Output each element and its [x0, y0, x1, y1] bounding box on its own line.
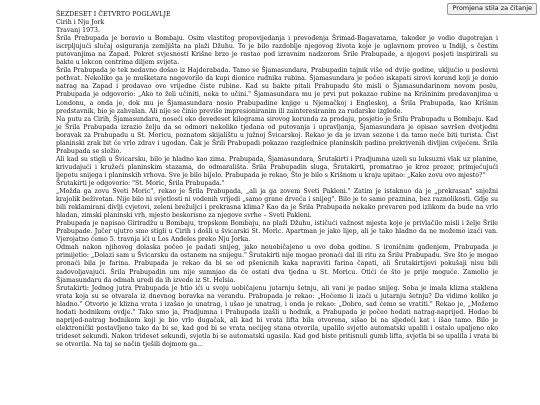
paragraph: Šrutakirti je odgovorio: "St. Moric, Šrila Prabupada." [56, 179, 225, 187]
paragraph: Prabupada je napisao Giriradžu u Bombaju, tropskom Bombaju, na plaži Džuhu, ističući važnost mjesta koje je privlačilo misli i želje Šrile Prabupade. Jučer ujutro smo stigli u Cirih i došli u švicarski St. Moric. Apartman je jako lijep, ali je tako hladno da ne možemo izaći van. Vjerojatno ćemo 5. travnja ići u Los Anđeles preko Nju Jorka. [56, 220, 498, 244]
paragraph: „Možda ga zovu Sveti Moric", rekao je Šrila Prabupada, „ali ja ga zovem Sveti Pakleni." Zatim je istaknuo da je „prekrasan" snježni krajolik beživotan. Nije bilo ni svjetlosti ni vodenih vrijedi „samo grane drveća i snijeg". Bilo je to samo praznina, bez raznolikosti. Gdje su bili reklamirani divlji cvjetovi, zeleni brežuljci i prekrasna klima? Kao da je Šrila Prabupada nekako prevaren pod izlikom da bude na vrlo hladan, zimski planinski vrh, mjesto beskorisno za njegove svrhe – Sveti Pakleni. [56, 188, 498, 220]
paragraph: Odmah nakon njihovog dolaska počeo je padati snijeg, jako neuobičajeno u ovo doba godine. S ironičnim gađenjem, Prabupada je primijetio: „Dolazi sam u Švicarsku da ostanem na snijegu." Šrutakirti nije mogao pronaći dal ili ritu za Šrilu Prabupadu. Sve što je mogao pronaći bila je farina. Prabupada je rekao da bi se od pšenicnih kaka napraviti farina čapati, ali Šrutakirtijevi pokušaji nisu bili zadovoljavajući. Šrila Prabupadin um nije sumnjao da će ostati dva tjedna u St. Moricu. Otići će što je prije moguće. Zamolio je Šjamasundaru da odmah uredi da ih izvede iz St. Helsia. [56, 244, 498, 284]
chapter-location: Cirih i Nju Jork [56, 19, 105, 27]
paragraph: Šrila Prabupada je tek nedavno došao iz Hajderabada. Tamo se Šjamasundara, Prabupadin tajnik više od dvije godine, ukljućio u poslovni pothvat. Nekoliko ga je mušketara nagovorilo da kupi dionice rudnika rubina. Šjamasundara je počeo iskapati sirovi korund koji je donio natrag na Zapad i prodavao ove vrijedne čiste rubine. Kad su bakte pitali Prabupadu što misli o Šjamasundarinom novom poslu, Prabupada je odgovorio: „Ako to želi učiniti, neka to učini." Šjamasundara mu je prvi put pokazao rubine na Krišninim predavanjima u Londonu, a onda je, dok mu je Šjamasundara nosio Prabupadine knjige u Njemačkoj i Engleskoj, a Šrila Prabupada, kao Krišnin predstavnik, bio je zahvalan. Ali nije se činio previše impresioniranim ili zainteresiranim za rudarske izglede. [56, 67, 498, 115]
reading-style-toggle-button[interactable]: Promjena stila za čitanje [447, 3, 537, 15]
article-paragraphs [56, 35, 498, 349]
paragraph: Šrila Prabupada je boravio u Bombaju. Osim vlastitog propovijedanja i prevođenja Šrimad-Bagavatama, također je vodio dugotrajan i iscrpljujući slučaj osiguranja zemljišta na plaži Džuhu. To je bilo razdoblje njegovog života koje je uglavnom proveo u Indiji, s čestim putovanjima na Zapad. Pokret svjesnosti Krišne brzo je rastao pod izravnim nadzorom Šrile Prabupade, a njegovi posjeti inspirirali su bakte u lokcon centrima diljem svijeta. [56, 35, 498, 67]
paragraph: Na putu za Cirih, Šjamasundara, noseći oko devedeset kilograma sirovog korunda za prodaju, posjetio je Šrilu Prabupadu u Bombaju. Kad je Šrila Prabupada izrazio želju da se odmori nekoliko tjedana od putovanja i upravljanja, Šjamasundara je opisao savršen dvotjedni boravak za Prabupadu u St. Moricu, poznatom skijalištu u južnoj Švicarskoj. Rekao je da je izvan sezone i da tamo neće biti turista. Čist planinski zrak bit će vrlo zdrav i ugodan. Čak je Šrili Prabupadi pokazao razglednice planinskih padina prekrivenih divljim cvijećem. Šrila Prabupada se složio. [56, 115, 498, 155]
chapter-date: Travanj 1973. [56, 27, 100, 35]
paragraph: Šrutakirti: Jednog jutra Prabupada je htio ići u svoju uobičajenu jutarnju šetnju, ali vani je padao snijeg. Soba je imala klizna staklena vrata koja su se otvarala iz dnevnog boravka na verandu. Prabupada je rekao: „Hoćemo li izaći u jutarnju šetnju? Da vidimo koliko je hladno." Otvorio je klizna vrata i izašao je unatrag, i ušao je unatrag, i onda je rekao: „Dobro, sad ćemo se vratiti." Rekao je, „Možemo hodati hodnikom ovdje." Tako smo ja, Pradjumna i Prabupada izašli u hodnik, a Prabupada je počeo hodati natrag-naprijed. Hodao bi naprijed-natrag hodnikom koji je bio vrlo dugačak, ali kad bi vrata lifta bila otvorena, sišao bi na sljedeći kat i išao tamo. Bilo je elektronički postavljeno tako da bi se, kad god bi se vrata nećijeg stana otvorila, upalilo svjetlo automatski upalili i ostalo upaljeno oko trideset sekundi. Nakon trideset sekundi, svjetla bi se automatski ugasila. Kad god biste pritisnuli gumb lifta, svjetla bi se upalila i vrata bi se otvorila. Na taj se način tješili dojmom ga... [56, 284, 498, 348]
article-body [56, 11, 498, 349]
paragraph: Ali kad su stigli u Švicarsku, bilo je hladno kao zima. Prabupada, Šjamasundara, Šrutakirti i Pradjumna uzeli su luksuzni vlak uz planine, krivudajući i kružeći planinskim stazama, do odmarališta. Šrila Prabupadin sluga, Šrutakirti, promatrao je kroz prozor, primjećujući ljepotu snijega i planinskih vrhova. Sve je bilo bijelo. Prabupada je rekao, Što je bilo s Krišnom u kraju upitao: „Kako zovu ovo mjesto?" [56, 155, 498, 179]
chapter-title: ŠEZDESET I ČETVRTO POGLAVLJE [56, 11, 171, 18]
